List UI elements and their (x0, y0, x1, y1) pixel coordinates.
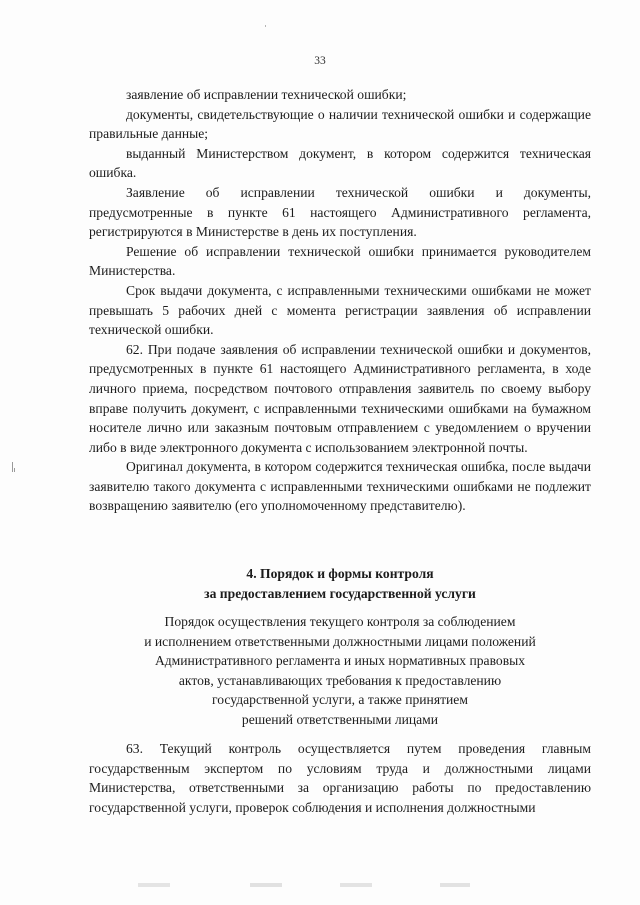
section-heading-line: за предоставлением государственной услуги (204, 585, 476, 601)
subsection-heading-line: актов, устанавливающих требования к предоставлению (178, 672, 502, 688)
body-text-bottom (89, 739, 591, 817)
paragraph: 62. При подаче заявления об исправлении технической ошибки и документов, предусмотренных в пункте 61 настоящего Административного регламента, в ходе личного приема, посредством почтового отправления заявитель по своему выбору вправе получить документ, с исправленными техническими ошибками на бумажном носителе лично или заказным почтовым отправлением с уведомлением о вручении либо в виде электронного документа с использованием электронной почты. (89, 341, 591, 455)
paragraph: Оригинал документа, в котором содержится техническая ошибка, после выдачи заявителю такого документа с исправленными техническими ошибками не подлежит возвращению заявителю (его уполномоченному представителю). (89, 459, 591, 514)
paragraph: заявление об исправлении технической ошибки; (126, 87, 407, 102)
subsection-heading-line: государственной услуги, а также принятием (212, 692, 468, 708)
paragraph: выданный Министерством документ, в котором содержится техническая ошибка. (89, 145, 591, 181)
paragraph: Решение об исправлении технической ошибки принимается руководителем Министерства. (89, 243, 591, 279)
subsection-heading-line: решений ответственными лицами (241, 711, 439, 727)
paragraph: Заявление об исправлении технической ошибки и документы, предусмотренные в пункте 61 настоящего Административного регламента, регистрируются в Министерстве в день их поступления. (89, 184, 591, 240)
paragraph: 63. Текущий контроль осуществляется путем проведения главным государственным экспертом по условиям труда и должностными лицами Министерства, ответственными за организацию работы по предоставлению государственной услуги, проверок соблюдения и исполнения должностными (89, 741, 591, 815)
subsection-heading-line: Административного регламента и иных нормативных правовых (154, 653, 526, 669)
section-heading (89, 564, 591, 603)
body-text-top (89, 85, 591, 516)
paragraph: Срок выдачи документа, с исправленными техническими ошибками не может превышать 5 рабочих дней с момента регистрации заявления об исправлении технической ошибки. (89, 282, 591, 338)
paragraph: документы, свидетельствующие о наличии технической ошибки и содержащие правильные данные; (89, 106, 591, 142)
scan-edge-artifact (0, 883, 640, 887)
scan-artifact (265, 25, 266, 27)
scan-artifact (12, 462, 13, 472)
subsection-heading-line: и исполнением ответственными должностными лицами положений (144, 633, 536, 649)
subsection-heading (89, 612, 591, 730)
section-heading-line: 4. Порядок и формы контроля (246, 566, 434, 581)
page-number: 33 (314, 55, 326, 67)
subsection-heading-line: Порядок осуществления текущего контроля за соблюдением (164, 614, 516, 629)
scan-artifact (14, 468, 15, 472)
